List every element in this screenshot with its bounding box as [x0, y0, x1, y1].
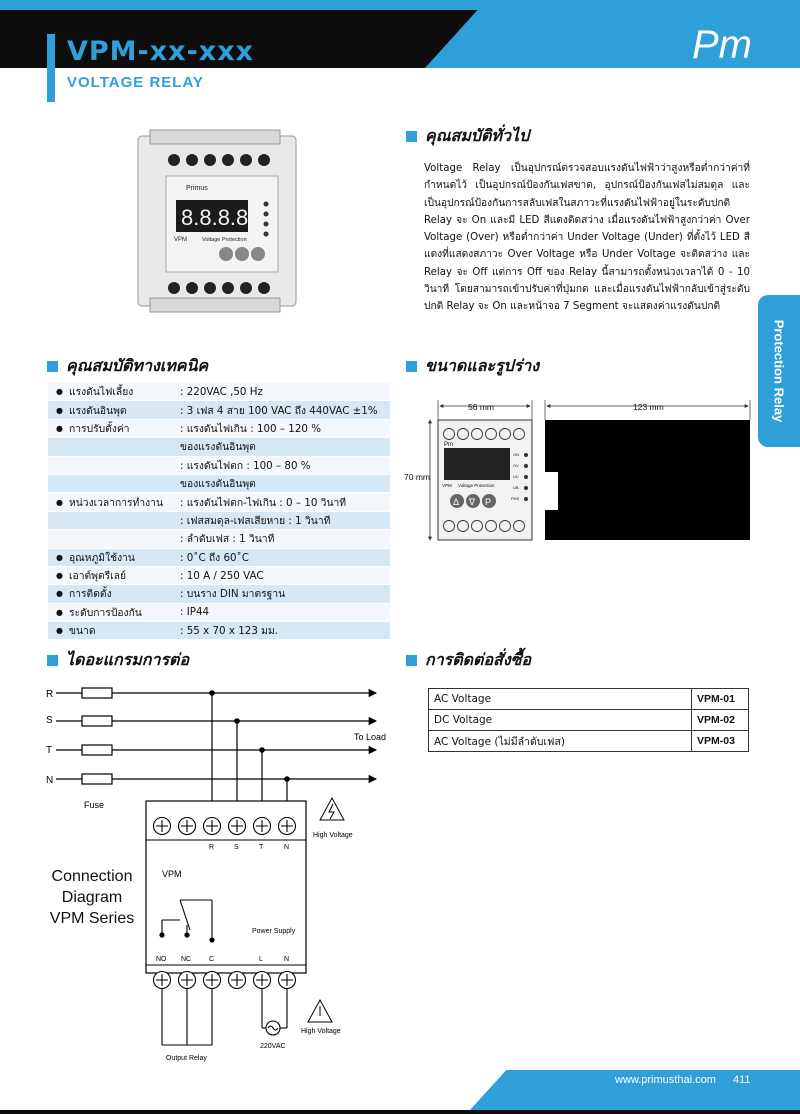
spec-value: : เฟสสมดุล-เฟสเสียหาย : 1 วินาที [176, 511, 390, 529]
side-tab [758, 295, 800, 447]
photo-display: 8.8.8.8 [181, 205, 249, 230]
dimensions-heading [406, 354, 539, 379]
wiring-heading [47, 648, 189, 673]
specs-heading-text: คุณสมบัติทางเทคนิค [66, 356, 209, 375]
order-desc: DC Voltage [429, 710, 692, 731]
order-model: VPM-02 [692, 710, 749, 731]
spec-key: ● การติดตั้ง [48, 585, 176, 603]
page-subtitle: VOLTAGE RELAY [67, 74, 204, 91]
photo-down-button [235, 247, 249, 261]
spec-row [48, 530, 390, 548]
line-label-n: N [46, 775, 54, 786]
order-row [429, 710, 749, 731]
logo-text: Pm [692, 23, 752, 66]
footer [0, 1068, 800, 1114]
high-voltage-label-top: High Voltage [313, 832, 353, 839]
spec-row [48, 622, 390, 640]
spec-row [48, 438, 390, 456]
spec-row [48, 585, 390, 603]
fuse-r [82, 688, 112, 698]
order-desc: AC Voltage (ไม่มีลำดับเฟส) [429, 731, 692, 752]
svg-text:UB: UB [513, 485, 519, 490]
spec-value: : IP44 [176, 603, 390, 621]
product-photo [130, 126, 300, 316]
ordering-heading [406, 648, 531, 673]
svg-text:C: C [209, 956, 215, 963]
svg-text:OV: OV [513, 463, 519, 468]
order-row [429, 689, 749, 710]
spec-value: : 220VAC ,50 Hz [176, 383, 390, 401]
front-label: Voltage Protection [458, 483, 495, 488]
svg-text:UV: UV [513, 474, 519, 479]
dim-width: 56 mm [468, 402, 494, 412]
spec-key [48, 456, 176, 474]
spec-key [48, 474, 176, 492]
general-heading [406, 124, 529, 149]
photo-brand: Primus [186, 185, 208, 192]
order-desc: AC Voltage [429, 689, 692, 710]
page-title: VPM-xx-xxx [67, 36, 255, 67]
caption-line-1: Connection [51, 868, 133, 885]
fuse-n [82, 774, 112, 784]
photo-p-button [251, 247, 265, 261]
line-label-s: S [46, 715, 53, 726]
spec-key [48, 511, 176, 529]
high-voltage-icon [320, 798, 344, 820]
heading-marker [406, 131, 417, 142]
spec-key: ● การปรับตั้งค่า [48, 419, 176, 437]
svg-text:S: S [234, 844, 239, 851]
spec-row [48, 493, 390, 511]
spec-key: ● ระดับการป้องกัน [48, 603, 176, 621]
heading-marker [47, 361, 58, 372]
vpm-label: VPM [162, 869, 182, 879]
dim-depth: 123 mm [633, 402, 664, 412]
order-row [429, 731, 749, 752]
spec-key: ● ขนาด [48, 622, 176, 640]
footer-bar [0, 1110, 800, 1114]
svg-text:N: N [284, 956, 290, 963]
photo-up-button [219, 247, 233, 261]
spec-key: ● หน่วงเวลาการทำงาน [48, 493, 176, 511]
side-tab-label: Protection Relay [771, 319, 787, 423]
power-supply-label: Power Supply [252, 928, 296, 935]
wiring-heading-text: ไดอะแกรมการต่อ [66, 650, 190, 669]
spec-key [48, 530, 176, 548]
front-brand: Pm [444, 442, 453, 448]
spec-row [48, 474, 390, 492]
header-stripe [0, 0, 800, 10]
fuse-t [82, 745, 112, 755]
photo-label: Voltage Protection [202, 237, 247, 243]
spec-value: ของแรงดันอินพุต [176, 474, 390, 492]
output-relay-label: Output Relay [166, 1055, 207, 1062]
side-view [545, 420, 750, 540]
heading-marker [47, 655, 58, 666]
general-heading-text: คุณสมบัติทั่วไป [425, 126, 530, 145]
front-model: VPM [442, 483, 452, 488]
spec-row [48, 603, 390, 621]
spec-key: ● แรงดันไฟเลี้ยง [48, 383, 176, 401]
svg-text:NO: NO [156, 956, 167, 963]
spec-key: ● แรงดันอินพุต [48, 401, 176, 419]
spec-value: : แรงดันไฟตก : 100 – 80 % [176, 456, 390, 474]
spec-value: : 55 x 70 x 123 มม. [176, 622, 390, 640]
spec-value: : ลำดับเฟส : 1 วินาที [176, 530, 390, 548]
front-btn-up: Δ [453, 497, 460, 507]
spec-value: : 10 A / 250 VAC [176, 566, 390, 584]
fuse-label: Fuse [84, 800, 105, 810]
high-voltage-icon [308, 1000, 332, 1022]
dimensions-heading-text: ขนาดและรูปร่าง [425, 356, 540, 375]
page-number: 411 [733, 1074, 751, 1086]
spec-value: ของแรงดันอินพุต [176, 438, 390, 456]
spec-key: ● อุณหภูมิใช้งาน [48, 548, 176, 566]
order-model: VPM-01 [692, 689, 749, 710]
supply-label: 220VAC [260, 1043, 286, 1050]
line-label-t: T [46, 745, 53, 756]
general-description: Voltage Relay เป็นอุปกรณ์ตรวจสอบแรงดันไฟฟ้าว่าสูงหรือต่ำกว่าค่าที่กำหนดไว้ เป็นอุปกรณ์ป้องกันเฟสขาด, อุปกรณ์ป้องกันเฟสไม่สมดุล และเป็นอุปกรณ์ป้องกันการสลับเฟสในสภาวะที่แรงดันไฟฟ้าอยู่ในระดับปกติ Relay จะ On และมี LED สีแดงติดสว่าง เมื่อแรงดันไฟฟ้าสูงกว่าค่า Over Voltage (Over) หรือต่ำกว่าค่า Under Voltage (Under) ที่ตั้งไว้ LED สีแดงที่แสดงสภาวะ Over Voltage หรือ Under Voltage จะติดสว่าง และ Relay จะ Off แต่การ Off ของ Relay นี้สามารถตั้งหน่วงเวลาได้ 0 - 10 วินาที โดยสามารถเข้าปรับค่าที่ปุ่มกด และเมื่อแรงดันไฟฟ้ากลับเข้าสู่ระดับปกติ Relay จะ On และหน้าจอ 7 Segment จะแสดงค่าแรงดันปกติ [424, 163, 750, 313]
spec-value: : แรงดันไฟเกิน : 100 – 120 % [176, 419, 390, 437]
front-btn-down: ∇ [469, 497, 476, 507]
specs-table [48, 383, 390, 640]
high-voltage-label-bottom: High Voltage [301, 1028, 341, 1035]
specs-heading [47, 354, 208, 379]
spec-row [48, 456, 390, 474]
spec-row [48, 566, 390, 584]
caption-line-3: VPM Series [49, 910, 135, 927]
fuse-s [82, 716, 112, 726]
footer-url[interactable]: www.primusthai.com [615, 1074, 716, 1086]
heading-marker [406, 361, 417, 372]
svg-text:L: L [259, 956, 263, 963]
svg-text:NC: NC [181, 956, 192, 963]
spec-row [48, 548, 390, 566]
to-load-label: To Load [354, 732, 387, 742]
spec-row [48, 511, 390, 529]
ordering-heading-text: การติดต่อสั่งซื้อ [425, 650, 532, 669]
photo-model: VPM [174, 237, 188, 243]
svg-text:T: T [259, 844, 264, 851]
spec-value: : แรงดันไฟตก-ไฟเกิน : 0 – 10 วินาที [176, 493, 390, 511]
spec-row [48, 383, 390, 401]
ordering-table [428, 688, 749, 752]
svg-text:ON: ON [513, 452, 519, 457]
title-accent-bar [47, 34, 55, 102]
wiring-diagram [40, 680, 400, 1065]
caption-line-2: Diagram [61, 889, 123, 906]
line-label-r: R [46, 689, 54, 700]
spec-value: : บนราง DIN มาตรฐาน [176, 585, 390, 603]
dimension-drawing [400, 390, 760, 550]
bottom-terminals [154, 972, 296, 989]
svg-text:PHS: PHS [511, 496, 520, 501]
front-btn-p: P [485, 497, 492, 507]
order-model: VPM-03 [692, 731, 749, 752]
svg-text:R: R [209, 844, 215, 851]
spec-value: : 0˚C ถึง 60˚C [176, 548, 390, 566]
svg-text:N: N [284, 844, 290, 851]
spec-value: : 3 เฟส 4 สาย 100 VAC ถึง 440VAC ±1% [176, 401, 390, 419]
brand-logo [690, 18, 756, 66]
spec-row [48, 419, 390, 437]
dim-height: 70 mm [404, 472, 430, 482]
spec-key: ● เอาต์พุตรีเลย์ [48, 566, 176, 584]
heading-marker [406, 655, 417, 666]
spec-key [48, 438, 176, 456]
spec-row [48, 401, 390, 419]
